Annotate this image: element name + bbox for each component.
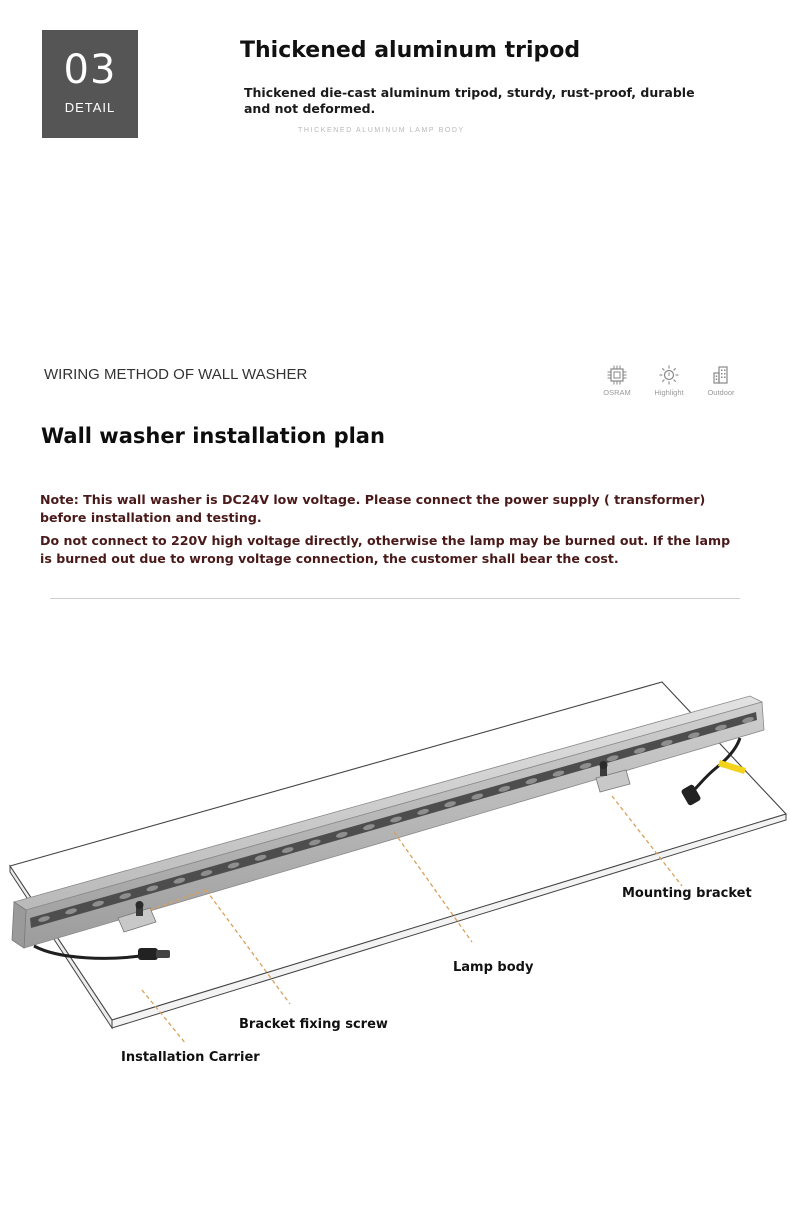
detail-subtitle: THICKENED ALUMINUM LAMP BODY [298, 127, 465, 134]
detail-description: Thickened die-cast aluminum tripod, sturdy, rust-proof, durable and not deformed. [244, 85, 695, 116]
feature-highlight [644, 364, 694, 397]
building-icon [710, 364, 732, 386]
detail-badge [42, 30, 138, 138]
feature-osram [592, 364, 642, 397]
label-lamp-body: Lamp body [453, 960, 534, 975]
detail-number: 03 [63, 47, 117, 93]
feature-outdoor [696, 364, 746, 397]
installation-title: Wall washer installation plan [41, 424, 385, 448]
feature-label-highlight: Highlight [654, 388, 684, 397]
label-mounting-bracket: Mounting bracket [622, 886, 752, 901]
feature-label-osram: OSRAM [603, 388, 631, 397]
chip-icon [606, 364, 628, 386]
feature-label-outdoor: Outdoor [707, 388, 735, 397]
sun-icon [658, 364, 680, 386]
label-bracket-fixing-screw: Bracket fixing screw [239, 1017, 388, 1032]
detail-word: DETAIL [64, 100, 116, 115]
voltage-warning: Do not connect to 220V high voltage directly, otherwise the lamp may be burned out. If the lamp is burned out due to wrong voltage connection, the customer shall bear the cost. [40, 533, 731, 566]
installation-diagram [0, 660, 790, 1100]
label-installation-carrier: Installation Carrier [121, 1050, 260, 1065]
detail-title: Thickened aluminum tripod [240, 38, 581, 63]
section-divider [50, 598, 740, 599]
voltage-note: Note: This wall washer is DC24V low voltage. Please connect the power supply ( transformer) before installation and testing. [40, 492, 706, 525]
wiring-heading: WIRING METHOD OF WALL WASHER [44, 366, 308, 383]
